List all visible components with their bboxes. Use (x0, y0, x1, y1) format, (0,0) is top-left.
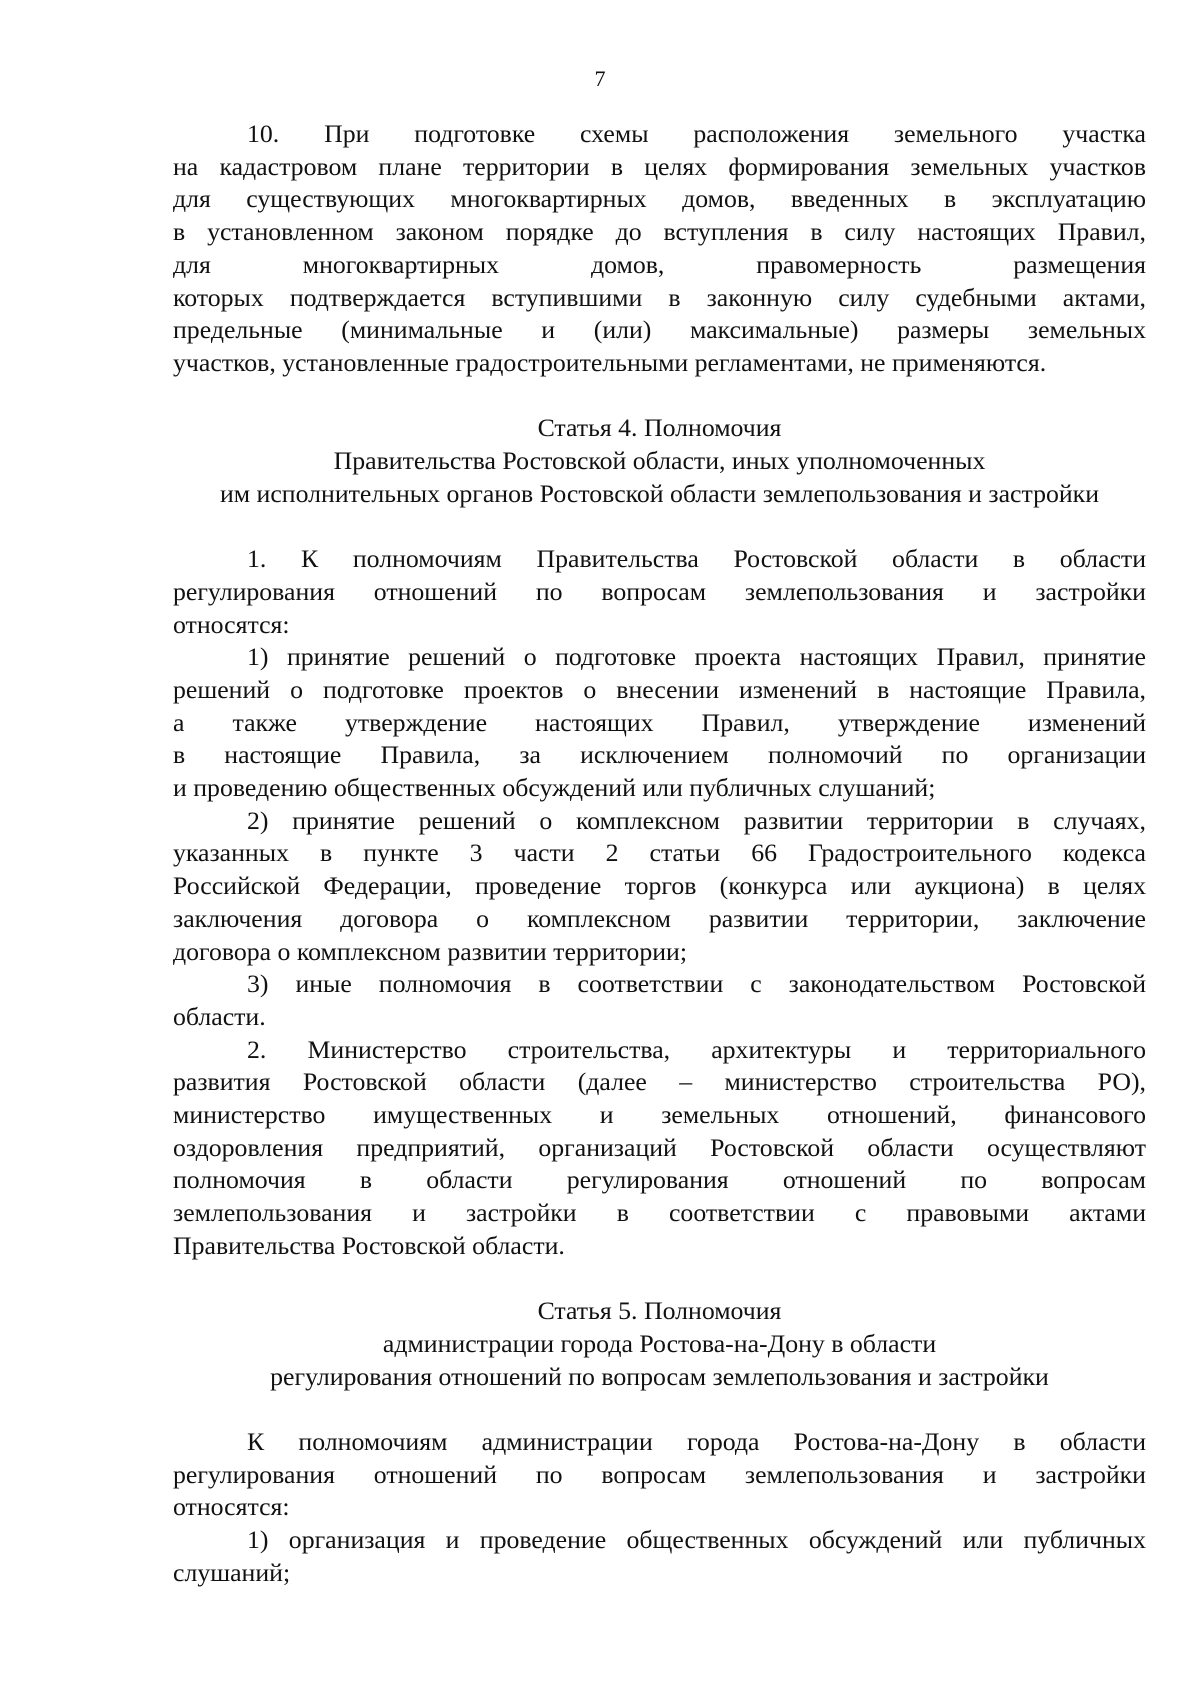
heading-line: Правительства Ростовской области, иных уполномоченных (333, 446, 986, 476)
text-line: К полномочиям администрации города Ростова-на-Дону в области (247, 1427, 1146, 1457)
text-line: решений о подготовке проектов о внесении изменений в настоящие Правила, (173, 674, 1146, 704)
text-line: области. (173, 1001, 266, 1031)
text-line: 10. При подготовке схемы расположения земельного участка (247, 119, 1146, 148)
text-line: на кадастровом плане территории в целях формирования земельных участков (173, 151, 1146, 181)
text-line: 3) иные полномочия в соответствии с законодательством Ростовской (247, 969, 1146, 999)
text-line: 1) принятие решений о подготовке проекта настоящих Правил, принятие (247, 642, 1146, 672)
text-line: развития Ростовской области (далее – министерство строительства РО), (173, 1067, 1146, 1097)
article-4-heading (173, 412, 1146, 510)
text-line: 2) принятие решений о комплексном развитии территории в случаях, (247, 805, 1146, 835)
article-4-paragraph-1 (173, 543, 1146, 641)
text-line: указанных в пункте 3 части 2 статьи 66 Градостроительного кодекса (173, 838, 1146, 868)
text-line: участков, установленные градостроительными регламентами, не применяются. (173, 347, 1047, 377)
text-line: заключения договора о комплексном развитии территории, заключение (173, 903, 1146, 933)
text-line: для существующих многоквартирных домов, введенных в эксплуатацию (173, 184, 1146, 214)
article-5-heading (173, 1295, 1146, 1393)
text-line: и проведению общественных обсуждений или публичных слушаний; (173, 773, 936, 803)
text-line: 1. К полномочиям Правительства Ростовской области в области (247, 544, 1146, 574)
heading-line: регулирования отношений по вопросам землепользования и застройки (270, 1361, 1049, 1391)
heading-line: Статья 5. Полномочия (537, 1296, 782, 1326)
text-line: 1) организация и проведение общественных обсуждений или публичных (247, 1525, 1146, 1555)
page-number: 7 (594, 66, 606, 91)
text-line: землепользования и застройки в соответствии с правовыми актами (173, 1198, 1146, 1228)
heading-line: Статья 4. Полномочия (537, 413, 782, 443)
article-4-item-2 (173, 805, 1146, 969)
text-line: в настоящие Правила, за исключением полномочий по организации (173, 740, 1146, 770)
article-4-item-3 (173, 968, 1146, 1033)
text-line: слушаний; (173, 1557, 291, 1587)
text-line: Российской Федерации, проведение торгов (конкурса или аукциона) в целях (173, 871, 1146, 901)
paragraph-10 (173, 118, 1146, 380)
text-line: полномочия в области регулирования отношений по вопросам (173, 1165, 1146, 1195)
text-line: Правительства Ростовской области. (173, 1230, 565, 1260)
text-line: а также утверждение настоящих Правил, утверждение изменений (173, 707, 1146, 737)
article-4-item-1 (173, 641, 1146, 805)
text-line: которых подтверждается вступившими в законную силу судебными актами, (173, 282, 1146, 312)
text-line: договора о комплексном развитии территории; (173, 936, 688, 966)
document-body (173, 118, 1146, 1590)
heading-line: им исполнительных органов Ростовской области землепользования и застройки (219, 478, 1100, 508)
heading-line: администрации города Ростова-на-Дону в области (382, 1328, 937, 1358)
text-line: для многоквартирных домов, правомерность размещения (173, 249, 1146, 279)
article-5-paragraph-1 (173, 1426, 1146, 1524)
text-line: регулирования отношений по вопросам землепользования и застройки (173, 576, 1146, 606)
text-line: оздоровления предприятий, организаций Ростовской области осуществляют (173, 1132, 1146, 1162)
text-line: в установленном законом порядке до вступления в силу настоящих Правил, (173, 217, 1146, 247)
text-line: предельные (минимальные и (или) максимальные) размеры земельных (173, 315, 1146, 345)
text-line: 2. Министерство строительства, архитектуры и территориального (247, 1034, 1146, 1064)
text-line: регулирования отношений по вопросам землепользования и застройки (173, 1459, 1146, 1489)
text-line: министерство имущественных и земельных отношений, финансового (173, 1100, 1146, 1130)
article-4-paragraph-2 (173, 1034, 1146, 1263)
text-line: относятся: (173, 1492, 290, 1522)
article-5-item-1 (173, 1524, 1146, 1589)
text-line: относятся: (173, 609, 290, 639)
